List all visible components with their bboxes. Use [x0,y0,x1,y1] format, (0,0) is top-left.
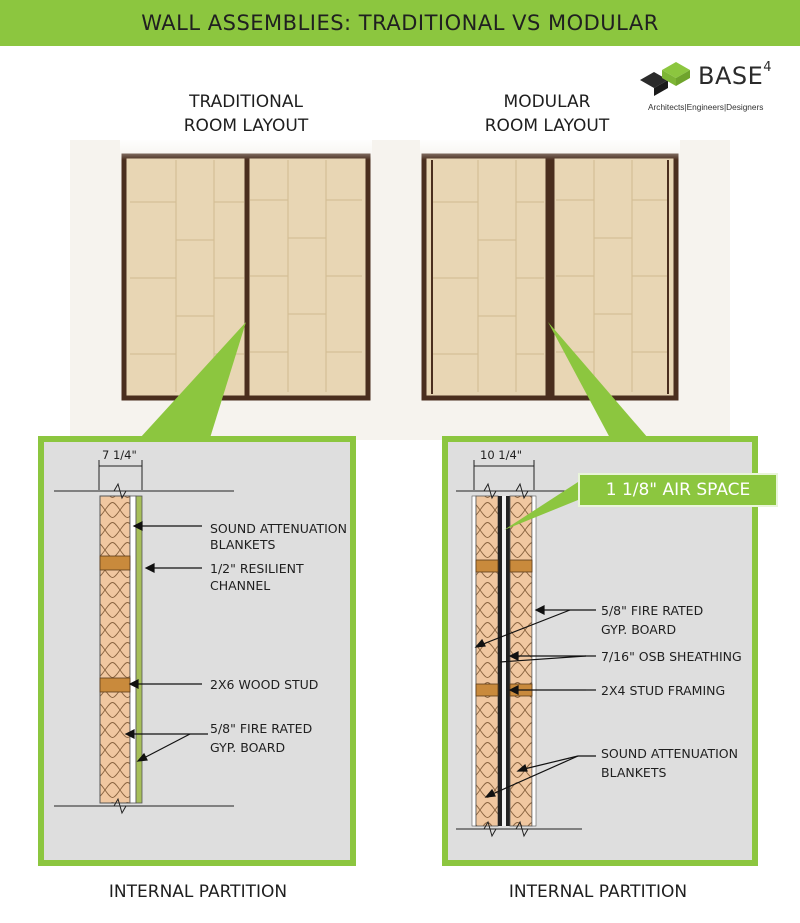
trad-label-stud: 2X6 WOOD STUD [210,677,319,692]
trad-label-blankets-2: BLANKETS [210,537,276,552]
trad-label-blankets-1: SOUND ATTENUATION [210,521,347,536]
logo-tagline: Architects|Engineers|Designers [648,102,764,112]
modular-room-plan [420,140,680,398]
trad-label-channel-1: 1/2" RESILIENT [210,561,304,576]
page-title: WALL ASSEMBLIES: TRADITIONAL VS MODULAR [141,11,659,35]
trad-label-gyp-1: 5/8" FIRE RATED [210,721,313,736]
mod-label-gyp-2: GYP. BOARD [601,622,677,637]
trad-label-gyp-2: GYP. BOARD [210,740,286,755]
mod-label-blankets-1: SOUND ATTENUATION [601,746,738,761]
mod-label-blankets-2: BLANKETS [601,765,667,780]
traditional-room-plan [120,140,372,398]
air-space-callout-text: 1 1/8" AIR SPACE [605,480,751,500]
modular-title-line2: ROOM LAYOUT [484,116,610,136]
modular-footer: INTERNAL PARTITION [508,882,688,902]
mod-label-framing: 2X4 STUD FRAMING [601,683,726,698]
mod-label-osb: 7/16" OSB SHEATHING [601,649,742,664]
modular-dimension: 10 1/4" [480,448,523,462]
traditional-title-line1: TRADITIONAL [189,92,303,112]
traditional-title-line2: ROOM LAYOUT [183,116,309,136]
traditional-dimension: 7 1/4" [102,448,137,462]
logo-name: BASE$^4$ [698,60,773,90]
mod-label-gyp-1: 5/8" FIRE RATED [601,603,704,618]
logo-superscript: 4 [763,60,773,75]
traditional-footer: INTERNAL PARTITION [108,882,288,902]
modular-title-line1: MODULAR [503,92,591,112]
air-space-callout [578,473,778,507]
trad-label-channel-2: CHANNEL [210,578,271,593]
